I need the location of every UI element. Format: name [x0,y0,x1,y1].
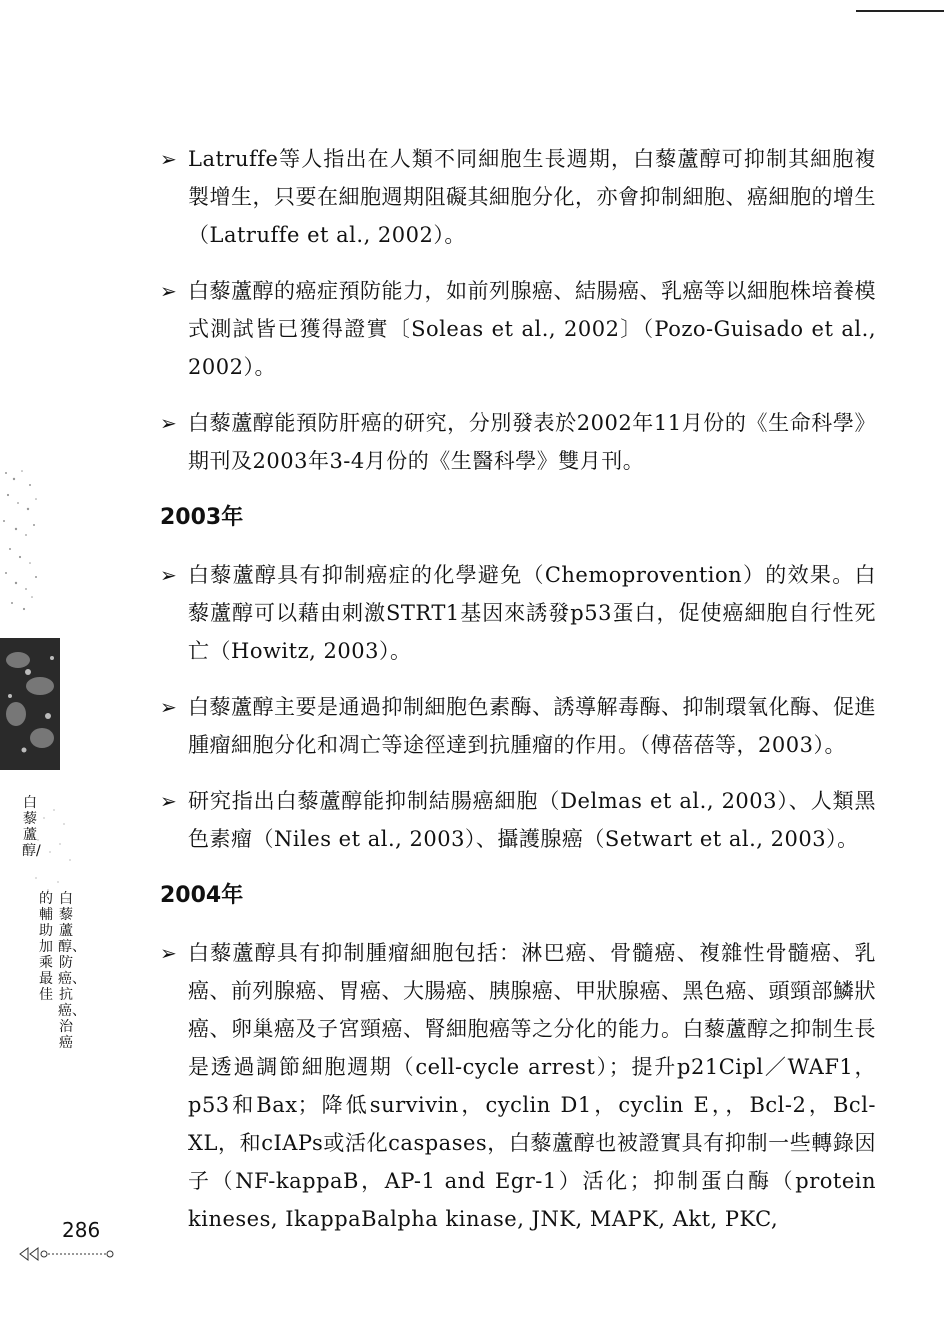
bullet-text: 白藜蘆醇具有抑制癌症的化學避免（Chemoprovention）的效果。白藜蘆醇可以藉由刺激STRT1基因來誘發p53蛋白，促使癌細胞自行性死亡（Howitz, 2003）。 [188,563,876,663]
bullet-item [160,688,876,764]
arrow-bullet-icon: ➢ [160,411,178,435]
page-ornament-icon [18,1242,118,1266]
page-number: 286 [62,1218,101,1242]
bullet-text: 研究指出白藜蘆醇能抑制結腸癌細胞（Delmas et al., 2003）、人類黑色素瘤（Niles et al., 2003）、攝護腺癌（Setwart et al., 2003）。 [188,789,876,851]
spine-title-column-3: 白藜蘆醇、防癌、抗癌、治癌 [58,891,86,1051]
arrow-bullet-icon: ➢ [160,147,178,171]
arrow-bullet-icon: ➢ [160,279,178,303]
arrow-bullet-icon: ➢ [160,941,178,965]
arrow-bullet-icon: ➢ [160,695,178,719]
bullet-item [160,140,876,254]
decorative-photo-strip [0,638,60,770]
bullet-item [160,556,876,670]
spine-title-column-2: 的輔助加乘最佳 [39,891,53,1003]
bullet-text: 白藜蘆醇主要是通過抑制細胞色素酶、誘導解毒酶、抑制環氧化酶、促進腫瘤細胞分化和凋亡等途徑達到抗腫瘤的作用。（傅蓓蓓等，2003）。 [188,695,876,757]
section-heading-2003: 2003年 [160,505,244,530]
bullet-text: 白藜蘆醇具有抑制腫瘤細胞包括：淋巴癌、骨髓癌、複雜性骨髓癌、乳癌、前列腺癌、胃癌、大腸癌、胰腺癌、甲狀腺癌、黑色癌、頭頸部鱗狀癌、卵巢癌及子宮頸癌、腎細胞癌等之分化的能力。白藜蘆醇之抑制生長是透過調節細胞週期（cell-cycle arrest）；提升p21Cipl／WAF1，p53和Bax；降低survivin，cyclin D1，cyclin E，，Bcl-2，Bcl-XL，和cIAPs或活化caspases，白藜蘆醇也被證實具有抑制一些轉錄因子（NF-kappaB，AP-1 and Egr-1）活化；抑制蛋白酶（protein kineses, IkappaBalpha kinase, JNK, MAPK, Akt, PKC, [188,941,876,1231]
bullet-item [160,934,876,1238]
arrow-bullet-icon: ➢ [160,563,178,587]
arrow-bullet-icon: ➢ [160,789,178,813]
bullet-item [160,782,876,858]
spine-book-title [22,795,86,1165]
section-heading-2004: 2004年 [160,883,244,908]
bullet-text: Latruffe等人指出在人類不同細胞生長週期，白藜蘆醇可抑制其細胞複製增生，只要在細胞週期阻礙其細胞分化，亦會抑制細胞、癌細胞的增生（Latruffe et al., 2002）。 [188,147,876,247]
header-rule [856,10,944,12]
spine-title-column-1: 白藜蘆醇/ [22,795,41,859]
bullet-text: 白藜蘆醇能預防肝癌的研究，分別發表於2002年11月份的《生命科學》期刊及2003年3-4月份的《生醫科學》雙月刊。 [188,411,876,473]
bullet-item [160,404,876,480]
page-body [160,140,876,1256]
bullet-item [160,272,876,386]
bullet-text: 白藜蘆醇的癌症預防能力，如前列腺癌、結腸癌、乳癌等以細胞株培養模式測試皆已獲得證實〔Soleas et al., 2002〕（Pozo-Guisado et al., 2002）。 [188,279,876,379]
decorative-speckle-pattern [0,465,40,615]
